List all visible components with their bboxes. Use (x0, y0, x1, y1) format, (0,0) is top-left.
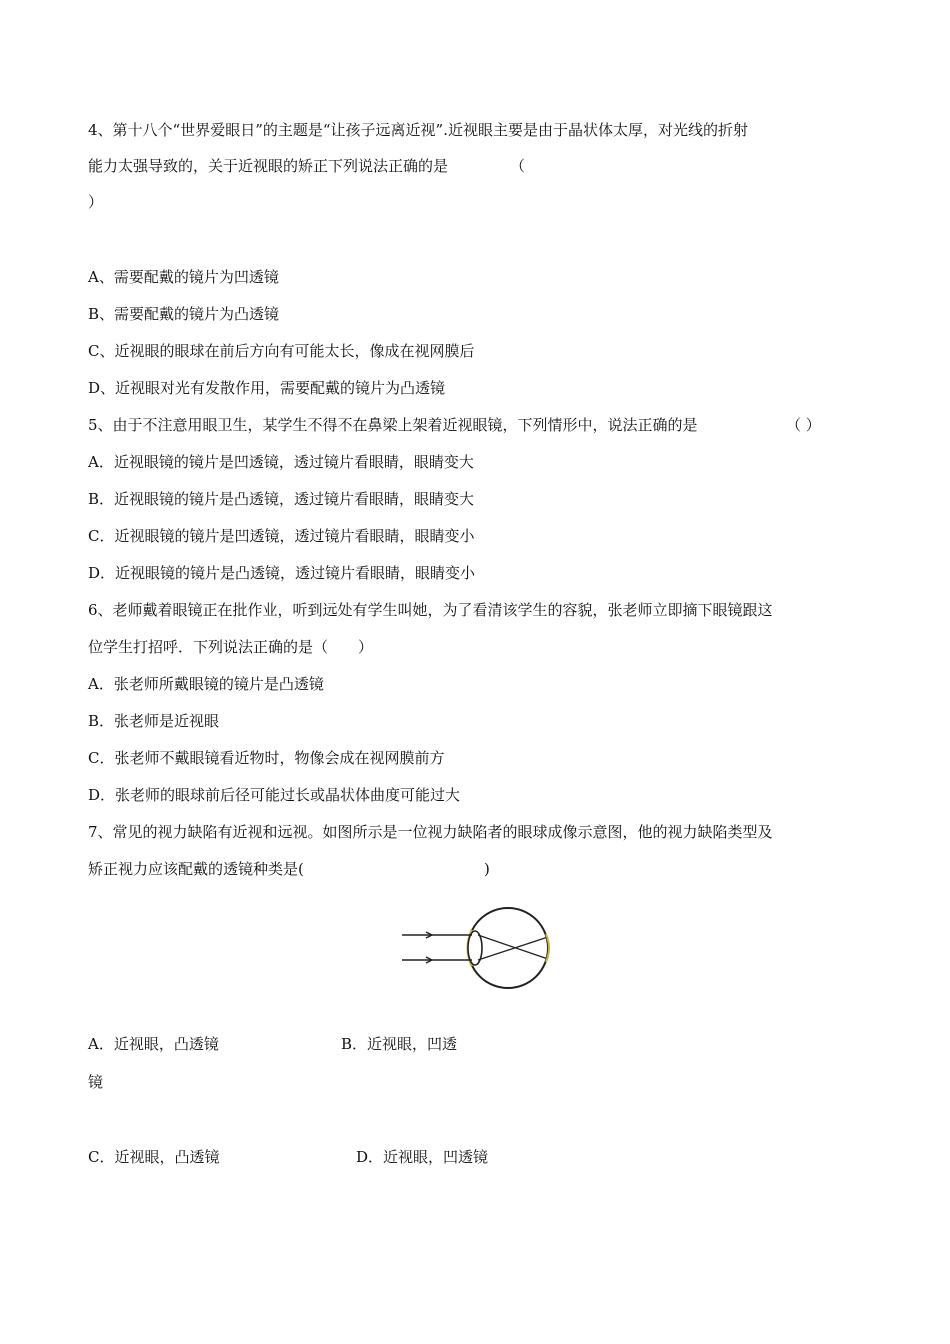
eye-diagram (398, 902, 558, 994)
q6-stem-line2: 位学生打招呼．下列说法正确的是（ ） (88, 638, 374, 656)
q7-option-a: A．近视眼，凸透镜 (88, 1035, 219, 1053)
q5-stem: 5、由于不注意用眼卫生，某学生不得不在鼻梁上架着近视眼镜，下列情形中，说法正确的是 (88, 416, 698, 434)
q6-option-a: A．张老师所戴眼镜的镜片是凸透镜 (88, 675, 324, 693)
q7-option-d: D．近视眼，凹透镜 (356, 1148, 489, 1166)
q6-option-d: D．张老师的眼球前后径可能过长或晶状体曲度可能过大 (88, 786, 461, 804)
q5-option-a: A．近视眼镜的镜片是凹透镜，透过镜片看眼睛，眼睛变大 (88, 453, 474, 471)
q6-stem-line1: 6、老师戴着眼镜正在批作业，听到远处有学生叫她，为了看清该学生的容貌，张老师立即摘下眼镜跟这 (88, 601, 773, 619)
q5-option-b: B．近视眼镜的镜片是凸透镜，透过镜片看眼睛，眼睛变大 (88, 490, 475, 508)
q4-stem-line2: 能力太强导致的，关于近视眼的矫正下列说法正确的是 (88, 157, 449, 175)
q7-stem-line1: 7、常见的视力缺陷有近视和远视。如图所示是一位视力缺陷者的眼球成像示意图，他的视力缺陷类型及 (88, 823, 773, 841)
q5-answer-paren: （ ） (786, 416, 821, 434)
q7-option-b: B．近视眼，凹透 (341, 1035, 458, 1053)
refracted-ray-bottom (478, 937, 548, 960)
q7-option-b-wrap: 镜 (88, 1073, 104, 1091)
q6-option-c: C．张老师不戴眼镜看近物时，物像会成在视网膜前方 (88, 749, 445, 767)
q4-option-c: C、近视眼的眼球在前后方向有可能太长，像成在视网膜后 (88, 342, 475, 360)
refracted-ray-top (478, 935, 548, 959)
q7-answer-paren-close: ) (484, 860, 490, 878)
q4-answer-paren-open: （ (510, 157, 526, 175)
q4-option-d: D、近视眼对光有发散作用，需要配戴的镜片为凸透镜 (88, 379, 446, 397)
q4-option-a: A、需要配戴的镜片为凹透镜 (88, 268, 279, 286)
q5-option-c: C．近视眼镜的镜片是凹透镜，透过镜片看眼睛，眼睛变小 (88, 527, 475, 545)
eye-diagram-svg (398, 902, 558, 994)
q4-option-b: B、需要配戴的镜片为凸透镜 (88, 305, 280, 323)
q7-option-c: C．近视眼，凸透镜 (88, 1148, 220, 1166)
q7-stem-line2: 矫正视力应该配戴的透镜种类是( (88, 860, 304, 878)
q4-stem-line1: 4、第十八个“世界爱眼日”的主题是“让孩子远离近视”.近视眼主要是由于晶状体太厚，对光线的折射 (88, 121, 748, 139)
q6-option-b: B．张老师是近视眼 (88, 712, 220, 730)
q4-answer-paren-close: ） (88, 193, 104, 211)
q5-option-d: D．近视眼镜的镜片是凸透镜，透过镜片看眼睛，眼睛变小 (88, 564, 476, 582)
